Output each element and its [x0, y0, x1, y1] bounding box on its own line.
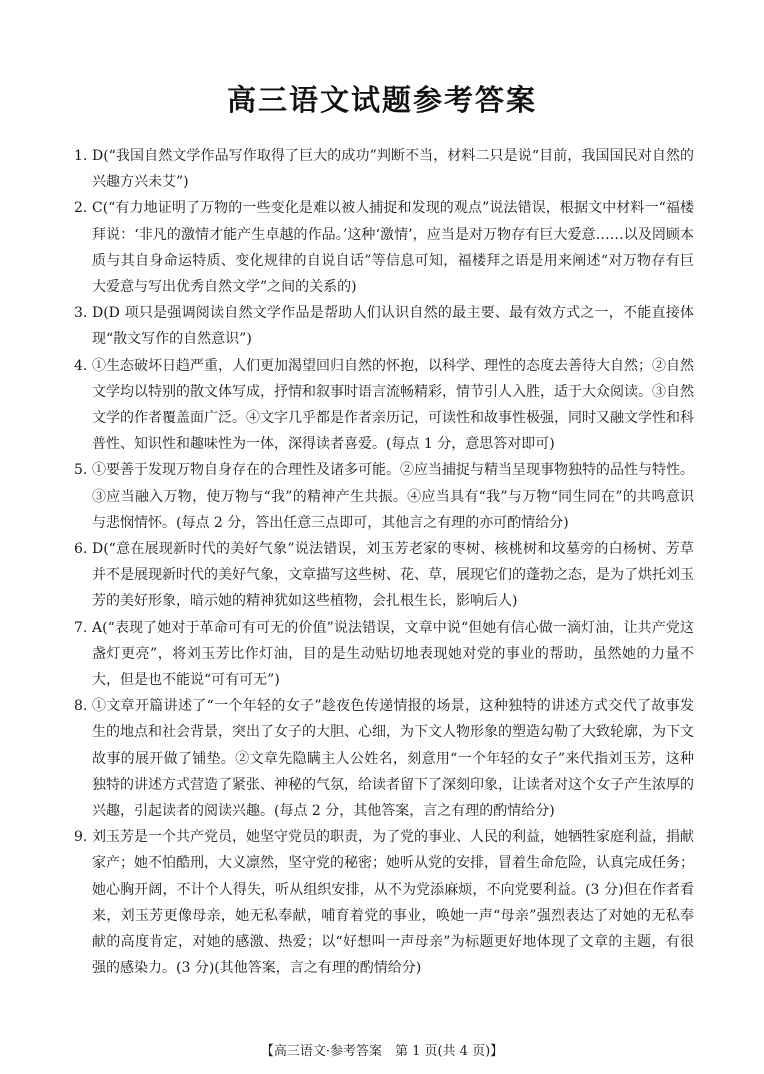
- answer-text: D(D 项只是强调阅读自然文学作品是帮助人们认识自然的最主要、最有效方式之一，不能直接体现“散文写作的自然意识”): [92, 305, 694, 348]
- answer-number: 2.: [74, 200, 88, 217]
- answer-item-9: [74, 824, 694, 981]
- answer-text: 刘玉芳是一个共产党员，她坚守党员的职责，为了党的事业、人民的利益，她牺牲家庭利益，捐献家产；她不怕酷刑，大义凛然，坚守党的秘密；她听从党的安排，冒着生命危险，认真完成任务；她心胸开阔，不计个人得失，听从组织安排，从不为党添麻烦，不向党要利益。(3 分)但在作者看来，刘玉芳更像母亲，她无私奉献，哺育着党的事业，唤她一声“母亲”强烈表达了对她的无私奉献的高度肯定，对她的感激、热爱；以“好想叫一声母亲”为标题更好地体现了文章的主题，有很强的感染力。(3 分)(其他答案，言之有理的酌情给分): [92, 829, 694, 977]
- answer-number: 9.: [74, 829, 88, 846]
- answer-item-5: [74, 457, 694, 536]
- answer-item-4: [74, 353, 694, 458]
- answer-number: 4.: [74, 357, 88, 374]
- answer-text: ①文章开篇讲述了“一个年轻的女子”趁夜色传递情报的场景，这种独特的讲述方式交代了故事发生的地点和社会背景，突出了女子的大胆、心细，为下文人物形象的塑造勾勒了大致轮廓，为下文故事的展开做了铺垫。②文章先隐瞒主人公姓名，刻意用“一个年轻的女子”来代指刘玉芳，这种独特的讲述方式营造了紧张、神秘的气氛，给读者留下了深刻印象，让读者对这个女子产生浓厚的兴趣，引起读者的阅读兴趣。(每点 2 分，其他答案，言之有理的酌情给分): [92, 698, 694, 820]
- answer-number: 6.: [74, 541, 88, 558]
- answer-text: ①生态破坏日趋严重，人们更加渴望回归自然的怀抱，以科学、理性的态度去善待大自然；②自然文学均以特别的散文体写成，抒情和叙事时语言流畅精彩，情节引人入胜，适于大众阅读。③自然文学的作者覆盖面广泛。④文字几乎都是作者亲历记，可读性和故事性极强，同时又融文学性和科普性、知识性和趣味性为一体，深得读者喜爱。(每点 1 分，意思答对即可): [92, 357, 694, 453]
- answer-number: 8.: [74, 698, 88, 715]
- answer-list: [74, 143, 694, 982]
- answer-item-2: [74, 195, 694, 300]
- page-footer: 【高三语文·参考答案 第 1 页(共 4 页)】: [260, 1044, 504, 1059]
- answer-item-8: [74, 693, 694, 824]
- answer-number: 5.: [74, 462, 88, 479]
- answer-number: 7.: [74, 619, 88, 636]
- answer-text: D(“我国自然文学作品写作取得了巨大的成功”判断不当，材料二只是说“目前，我国国民对自然的兴趣方兴未艾”): [92, 148, 694, 191]
- answer-item-6: [74, 536, 694, 615]
- answer-item-3: [74, 300, 694, 352]
- answer-text: C(“有力地证明了万物的一些变化是难以被人捕捉和发现的观点”说法错误，根据文中材料一“福楼拜说：‘非凡的激情才能产生卓越的作品。’这种‘激情’，应当是对万物存有巨大爱意……以及罔顾本质与其自身命运特质、变化规律的自说自话”等信息可知，福楼拜之语是用来阐述“对万物存有巨大爱意与写出优秀自然文学”之间的关系的): [92, 200, 694, 296]
- answer-item-7: [74, 615, 694, 694]
- answer-text: ①要善于发现万物自身存在的合理性及诸多可能。②应当捕捉与精当呈现事物独特的品性与特性。③应当融入万物，使万物与“我”的精神产生共振。④应当具有“我”与万物“同生同在”的共鸣意识与悲悯情怀。(每点 2 分，答出任意三点即可，其他言之有理的亦可酌情给分): [92, 462, 694, 531]
- answer-item-1: [74, 143, 694, 195]
- page-title: 高三语文试题参考答案: [226, 83, 537, 117]
- answer-number: 1.: [74, 148, 88, 164]
- answer-number: 3.: [74, 305, 88, 322]
- answer-text: D(“意在展现新时代的美好气象”说法错误，刘玉芳老家的枣树、核桃树和坟墓旁的白杨树、芳草并不是展现新时代的美好气象，文章描写这些树、花、草，展现它们的蓬勃之态，是为了烘托刘玉芳的美好形象，暗示她的精神犹如这些植物，会扎根生长，影响后人): [92, 541, 694, 610]
- answer-text: A(“表现了她对于革命可有可无的价值”说法错误，文章中说“但她有信心做一滴灯油，让共产党这盏灯更亮”，将刘玉芳比作灯油，目的是生动贴切地表现她对党的事业的帮助，虽然她的力量不大，但是也不能说“可有可无”): [92, 619, 694, 689]
